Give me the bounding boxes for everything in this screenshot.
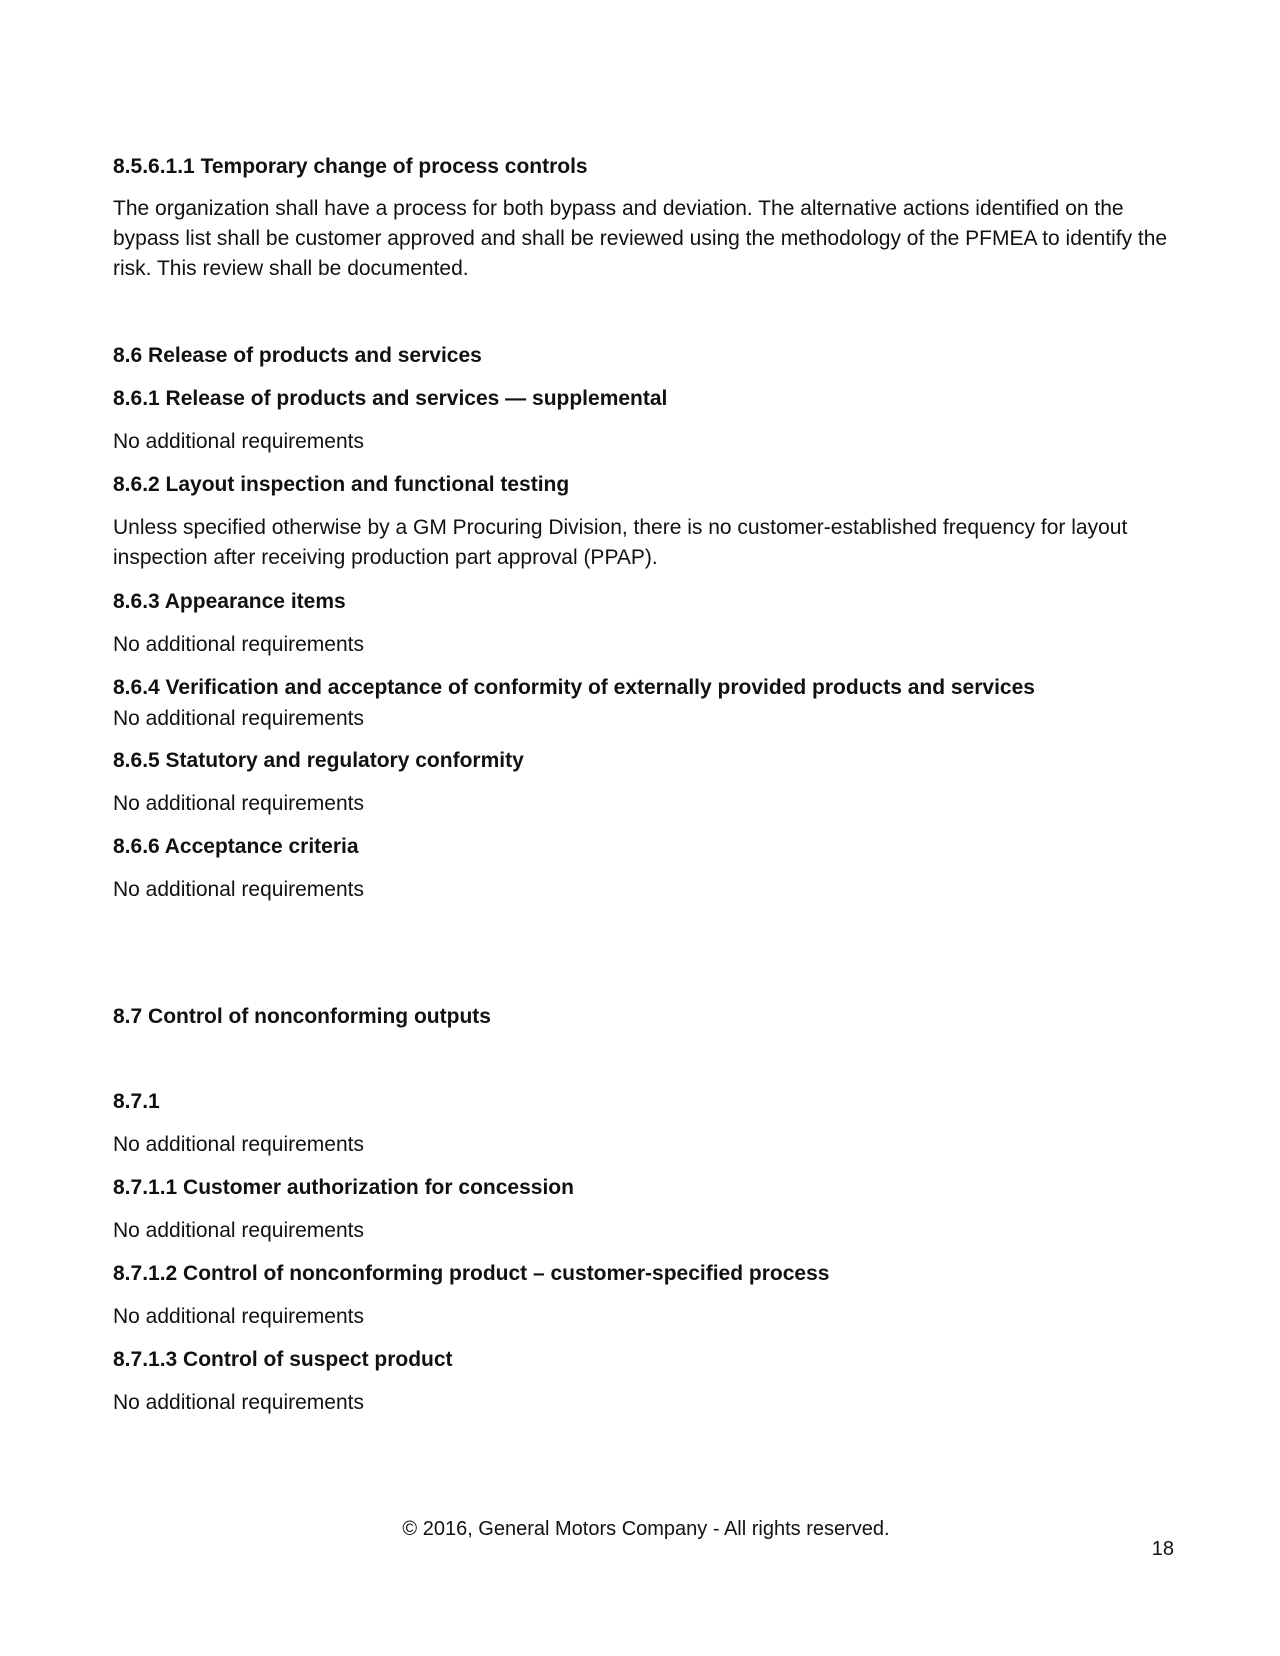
heading-8-6-2: 8.6.2 Layout inspection and functional testing xyxy=(113,473,570,496)
paragraph-8-7-1: No additional requirements xyxy=(113,1133,364,1156)
heading-8-7-1-1: 8.7.1.1 Customer authorization for concession xyxy=(113,1176,574,1199)
paragraph-8-6-1: No additional requirements xyxy=(113,430,364,453)
footer-copyright: © 2016, General Motors Company - All rights reserved. xyxy=(402,1518,890,1540)
paragraph-8-7-1-1: No additional requirements xyxy=(113,1219,364,1242)
paragraph-8-7-1-3: No additional requirements xyxy=(113,1391,364,1414)
heading-8-6-1: 8.6.1 Release of products and services — supplemental xyxy=(113,387,668,410)
heading-8-6-5: 8.6.5 Statutory and regulatory conformity xyxy=(113,749,524,772)
paragraph-8-6-4: No additional requirements xyxy=(113,707,364,730)
heading-8-7-1-3: 8.7.1.3 Control of suspect product xyxy=(113,1348,453,1371)
heading-8-5-6-1-1: 8.5.6.1.1 Temporary change of process controls xyxy=(113,155,588,178)
paragraph-8-6-3: No additional requirements xyxy=(113,633,364,656)
heading-8-6-3: 8.6.3 Appearance items xyxy=(113,590,346,613)
heading-8-6-4: 8.6.4 Verification and acceptance of conformity of externally provided products and services xyxy=(113,676,1035,699)
heading-8-7-1-2: 8.7.1.2 Control of nonconforming product – customer-specified process xyxy=(113,1262,830,1285)
paragraph-8-7-1-2: No additional requirements xyxy=(113,1305,364,1328)
paragraph-temporary-change: The organization shall have a process for both bypass and deviation. The alternative actions identified on the bypass list shall be customer approved and shall be reviewed using the methodology of the PFMEA to identify the risk. This review shall be documented. xyxy=(113,197,1168,280)
page-number: 18 xyxy=(1151,1538,1174,1560)
heading-8-7-1: 8.7.1 xyxy=(113,1090,160,1113)
paragraph-8-6-6: No additional requirements xyxy=(113,878,364,901)
paragraph-8-6-2: Unless specified otherwise by a GM Procuring Division, there is no customer-established frequency for layout inspection after receiving production part approval (PPAP). xyxy=(113,516,1128,569)
heading-8-7: 8.7 Control of nonconforming outputs xyxy=(113,1005,491,1028)
heading-8-6: 8.6 Release of products and services xyxy=(113,344,482,367)
paragraph-8-6-5: No additional requirements xyxy=(113,792,364,815)
heading-8-6-6: 8.6.6 Acceptance criteria xyxy=(113,835,359,858)
